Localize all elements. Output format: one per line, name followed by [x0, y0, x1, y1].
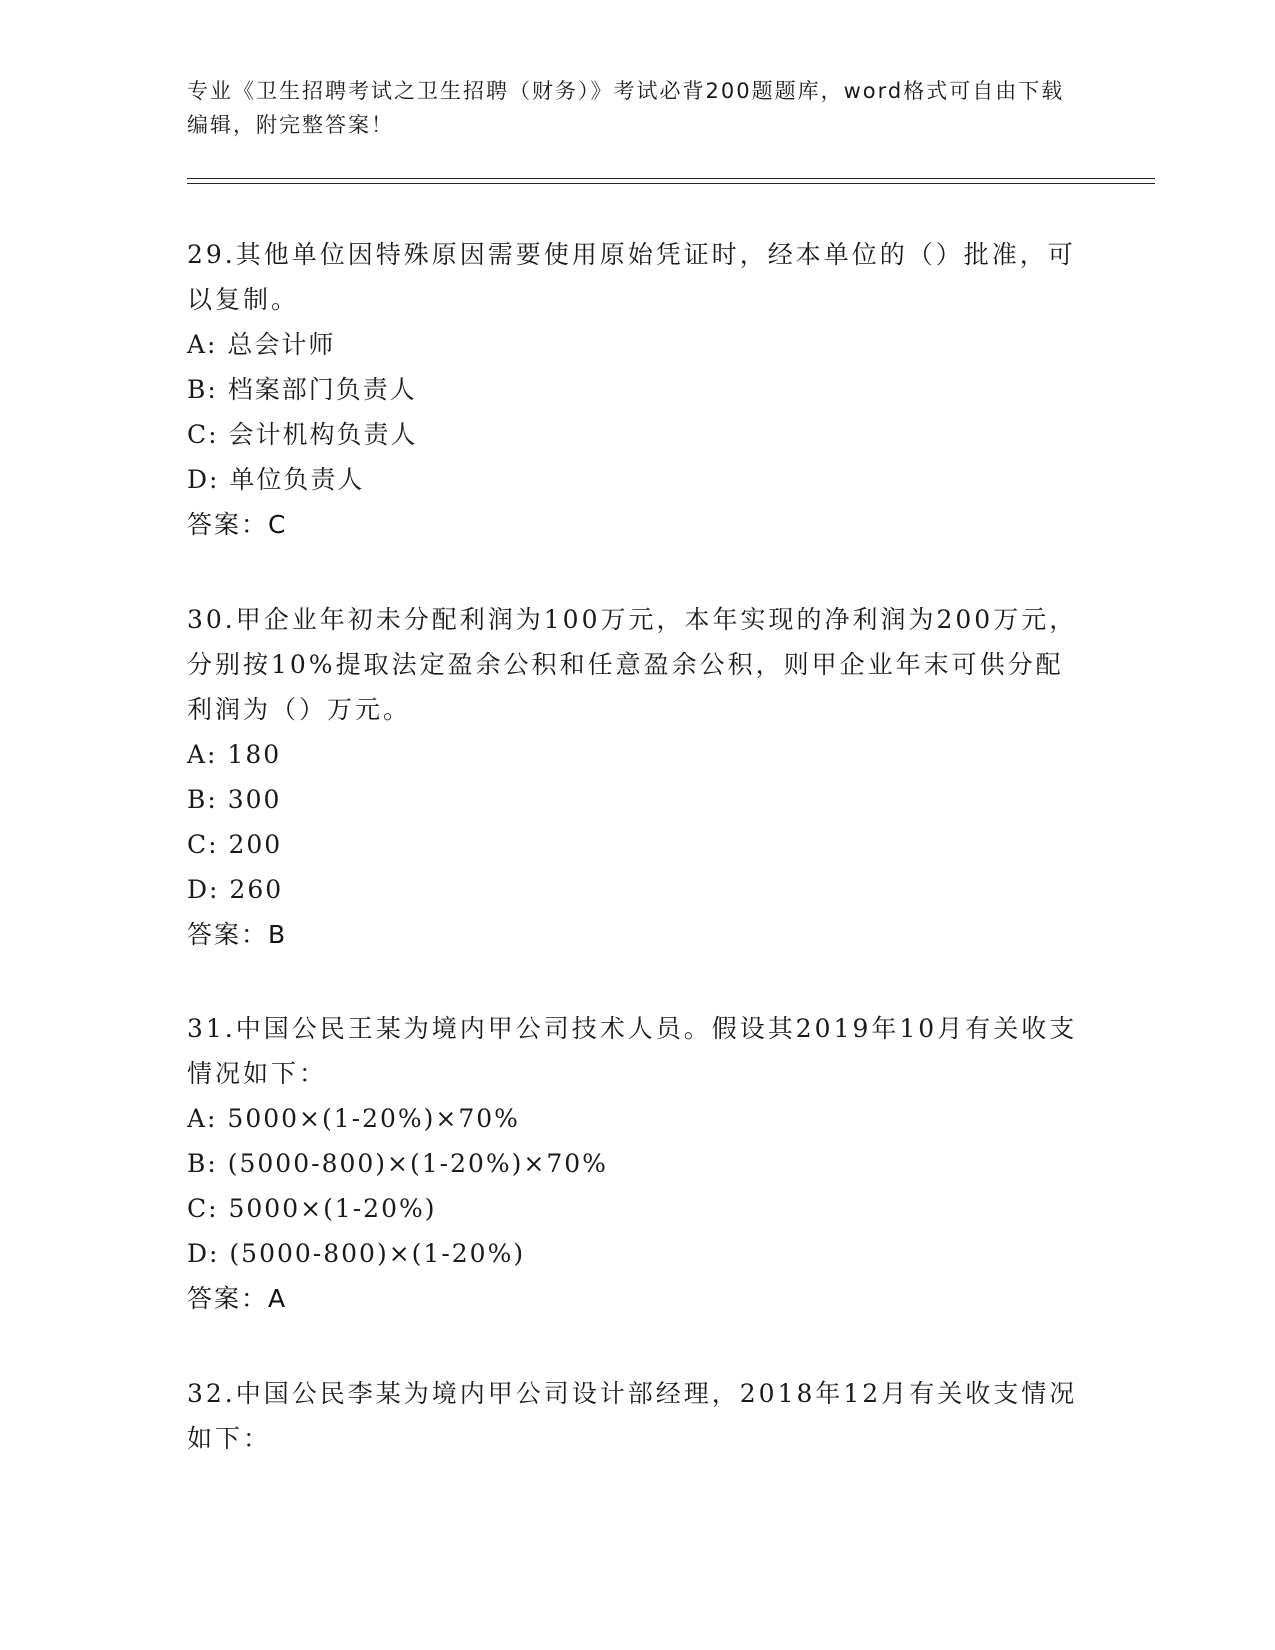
- option-b: B: 档案部门负责人: [187, 375, 417, 404]
- option-b: B: (5000-800)×(1-20%)×70%: [187, 1149, 608, 1178]
- option-a: A: 5000×(1-20%)×70%: [187, 1104, 520, 1133]
- option-a: A: 总会计师: [187, 330, 336, 359]
- answer: 答案：A: [187, 1284, 288, 1313]
- option-c: C: 会计机构负责人: [187, 420, 418, 449]
- option-c: C: 200: [187, 830, 283, 859]
- option-b: B: 300: [187, 785, 282, 814]
- question-stem: 30.甲企业年初未分配利润为100万元，本年实现的净利润为200万元，分别按10%提取法定盈余公积和任意盈余公积，则甲企业年末可供分配利润为（）万元。: [187, 605, 1078, 724]
- question-30: [187, 597, 1087, 957]
- question-29: [187, 232, 1087, 547]
- answer: 答案：B: [187, 920, 288, 949]
- question-31: [187, 1006, 1087, 1321]
- option-c: C: 5000×(1-20%): [187, 1194, 437, 1223]
- document-header: 专业《卫生招聘考试之卫生招聘（财务）》考试必背200题题库，word格式可自由下载编辑，附完整答案！: [187, 79, 1065, 137]
- header-divider-top: [187, 178, 1155, 179]
- question-stem: 29.其他单位因特殊原因需要使用原始凭证时，经本单位的（）批准，可以复制。: [187, 240, 1076, 314]
- option-d: D: 单位负责人: [187, 465, 365, 494]
- question-stem: 31.中国公民王某为境内甲公司技术人员。假设其2019年10月有关收支情况如下：: [187, 1014, 1078, 1088]
- question-stem: 32.中国公民李某为境内甲公司设计部经理，2018年12月有关收支情况如下：: [187, 1379, 1078, 1453]
- option-a: A: 180: [187, 740, 282, 769]
- answer: 答案：C: [187, 510, 288, 539]
- question-32: [187, 1371, 1087, 1461]
- option-d: D: 260: [187, 875, 284, 904]
- header-divider-bottom: [187, 183, 1155, 184]
- option-d: D: (5000-800)×(1-20%): [187, 1239, 526, 1268]
